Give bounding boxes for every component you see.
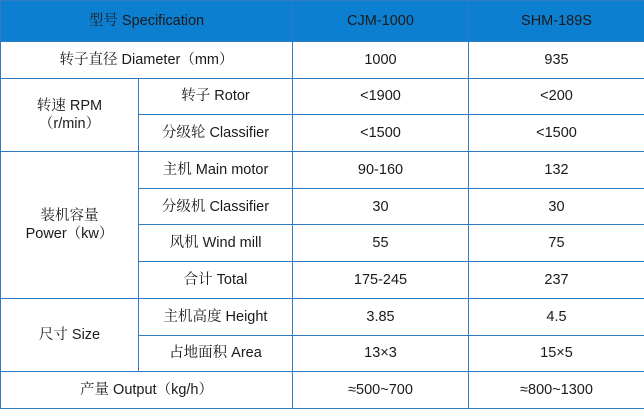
row-label-rotor: 转子 Rotor — [139, 78, 293, 115]
row-label-area: 占地面积 Area — [139, 335, 293, 372]
table-row — [1, 298, 644, 335]
table-row — [1, 372, 644, 409]
cell-diameter-shm189s: 935 — [469, 42, 644, 79]
cell-wind-mill-cjm1000: 55 — [293, 225, 469, 262]
cell-classifier-motor-shm189s: 30 — [469, 188, 644, 225]
table-row — [1, 152, 644, 189]
row-label-main-motor: 主机 Main motor — [139, 152, 293, 189]
cell-classifier-wheel-shm189s: <1500 — [469, 115, 644, 152]
row-label-output: 产量 Output（kg/h） — [1, 372, 293, 409]
group-label-power — [1, 152, 139, 299]
group-label-rpm — [1, 78, 139, 151]
cell-main-motor-cjm1000: 90-160 — [293, 152, 469, 189]
cell-area-shm189s: 15×5 — [469, 335, 644, 372]
table-row — [1, 78, 644, 115]
row-label-classifier-motor: 分级机 Classifier — [139, 188, 293, 225]
cell-classifier-motor-cjm1000: 30 — [293, 188, 469, 225]
cell-height-shm189s: 4.5 — [469, 298, 644, 335]
header-cell-model-1: CJM-1000 — [293, 1, 469, 42]
row-label-height: 主机高度 Height — [139, 298, 293, 335]
cell-rotor-shm189s: <200 — [469, 78, 644, 115]
row-label-classifier-wheel: 分级轮 Classifier — [139, 115, 293, 152]
group-label-rpm-line2: （r/min） — [38, 115, 101, 132]
group-label-size — [1, 298, 139, 371]
cell-main-motor-shm189s: 132 — [469, 152, 644, 189]
row-label-total: 合计 Total — [139, 262, 293, 299]
cell-wind-mill-shm189s: 75 — [469, 225, 644, 262]
group-label-rpm-line1: 转速 RPM — [36, 97, 103, 114]
group-label-size-line1: 尺寸 Size — [38, 326, 101, 343]
table-header — [1, 1, 644, 42]
row-label-wind-mill: 风机 Wind mill — [139, 225, 293, 262]
cell-total-shm189s: 237 — [469, 262, 644, 299]
cell-total-cjm1000: 175-245 — [293, 262, 469, 299]
group-label-power-line1: 装机容量 — [40, 207, 99, 224]
cell-diameter-cjm1000: 1000 — [293, 42, 469, 79]
header-cell-specification: 型号 Specification — [1, 1, 293, 42]
group-label-power-line2: Power（kw） — [25, 225, 114, 242]
cell-output-cjm1000: ≈500~700 — [293, 372, 469, 409]
cell-output-shm189s: ≈800~1300 — [469, 372, 644, 409]
cell-area-cjm1000: 13×3 — [293, 335, 469, 372]
row-label-diameter: 转子直径 Diameter（mm） — [1, 42, 293, 79]
header-cell-model-2: SHM-189S — [469, 1, 644, 42]
table-body — [1, 42, 644, 409]
table-row — [1, 42, 644, 79]
table-header-row — [1, 1, 644, 42]
cell-classifier-wheel-cjm1000: <1500 — [293, 115, 469, 152]
cell-rotor-cjm1000: <1900 — [293, 78, 469, 115]
cell-height-cjm1000: 3.85 — [293, 298, 469, 335]
